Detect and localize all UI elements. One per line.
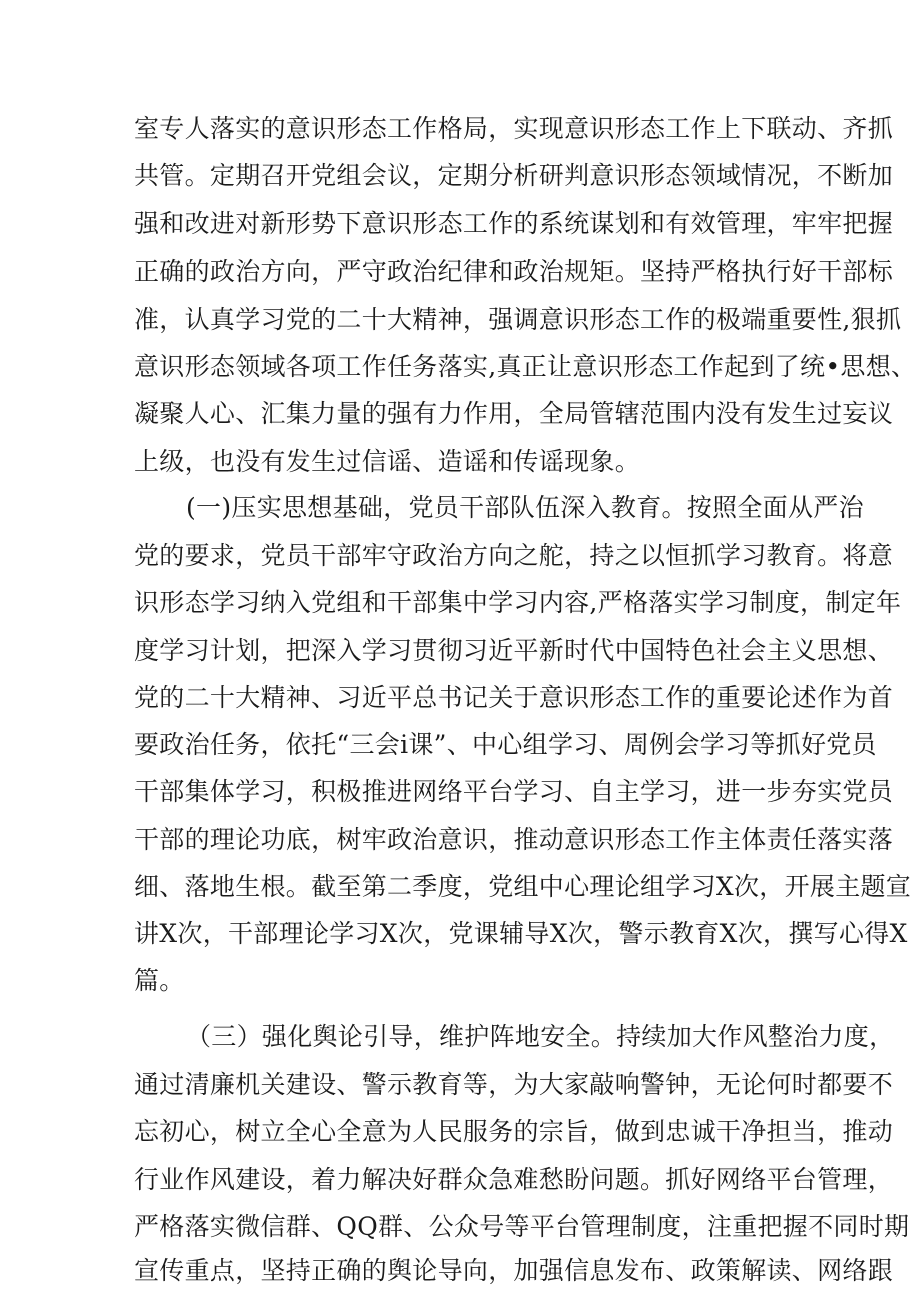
- text-line: 上级，也没有发生过信谣、造谣和传谣现象。: [134, 447, 641, 476]
- text-line: 室专人落实的意识形态工作格局，实现意识形态工作上下联动、齐抓: [134, 114, 894, 143]
- section-heading-line: （三）强化舆论引导，维护阵地安全。持续加大作风整治力度，: [186, 1022, 895, 1051]
- text-line: 强和改进对新形势下意识形态工作的系统谋划和有效管理，牢牢把握: [134, 209, 894, 238]
- text-line: 共管。定期召开党组会议，定期分析研判意识形态领域情况，不断加: [134, 161, 894, 190]
- section-heading-line: (一)压实思想基础，党员干部队伍深入教育。按照全面从严治: [186, 493, 864, 522]
- text-line: 讲X次，干部理论学习X次，党课辅导X次，警示教育X次，撰写心得X: [134, 919, 908, 948]
- text-line: 篇。: [134, 966, 185, 995]
- text-line: 干部的理论功底，树牢政治意识，推动意识形态工作主体责任落实落: [134, 825, 894, 854]
- text-line: 正确的政治方向，严守政治纪律和政治规矩。坚持严格执行好干部标: [134, 257, 894, 286]
- text-line: 宣传重点，坚持正确的舆论导向，加强信息发布、政策解读、网络跟: [134, 1256, 894, 1285]
- text-line: 识形态学习纳入党组和干部集中学习内容,严格落实学习制度，制定年: [134, 588, 902, 617]
- text-line: 度学习计划，把深入学习贯彻习近平新时代中国特色社会主义思想、: [134, 636, 894, 665]
- text-line: 凝聚人心、汇集力量的强有力作用，全局管辖范围内没有发生过妄议: [134, 399, 894, 428]
- text-line: 通过清廉机关建设、警示教育等，为大家敲响警钟，无论何时都要不: [134, 1070, 894, 1099]
- text-line: 细、落地生根。截至第二季度，党组中心理论组学习X次，开展主题宣: [134, 872, 912, 901]
- text-line: 忘初心，树立全心全意为人民服务的宗旨，做到忠诚干净担当，推动: [134, 1117, 894, 1146]
- text-line: 党的二十大精神、习近平总书记关于意识形态工作的重要论述作为首: [134, 683, 894, 712]
- text-line: 要政治任务，依托“三会i课”、中心组学习、周例会学习等抓好党员: [134, 730, 877, 759]
- text-line: 行业作风建设，着力解决好群众急难愁盼问题。抓好网络平台管理，: [134, 1165, 894, 1194]
- text-line: 意识形态领域各项工作任务落实,真正让意识形态工作起到了统•思想、: [134, 352, 917, 381]
- text-line: 干部集体学习，积极推进网络平台学习、自主学习，进一步夯实党员: [134, 777, 894, 806]
- text-line: 准，认真学习党的二十大精神，强调意识形态工作的极端重要性,狠抓: [134, 305, 902, 334]
- text-line: 党的要求，党员干部牢守政治方向之舵，持之以恒抓学习教育。将意: [134, 541, 894, 570]
- text-line: 严格落实微信群、QQ群、公众号等平台管理制度，注重把握不同时期: [134, 1212, 910, 1241]
